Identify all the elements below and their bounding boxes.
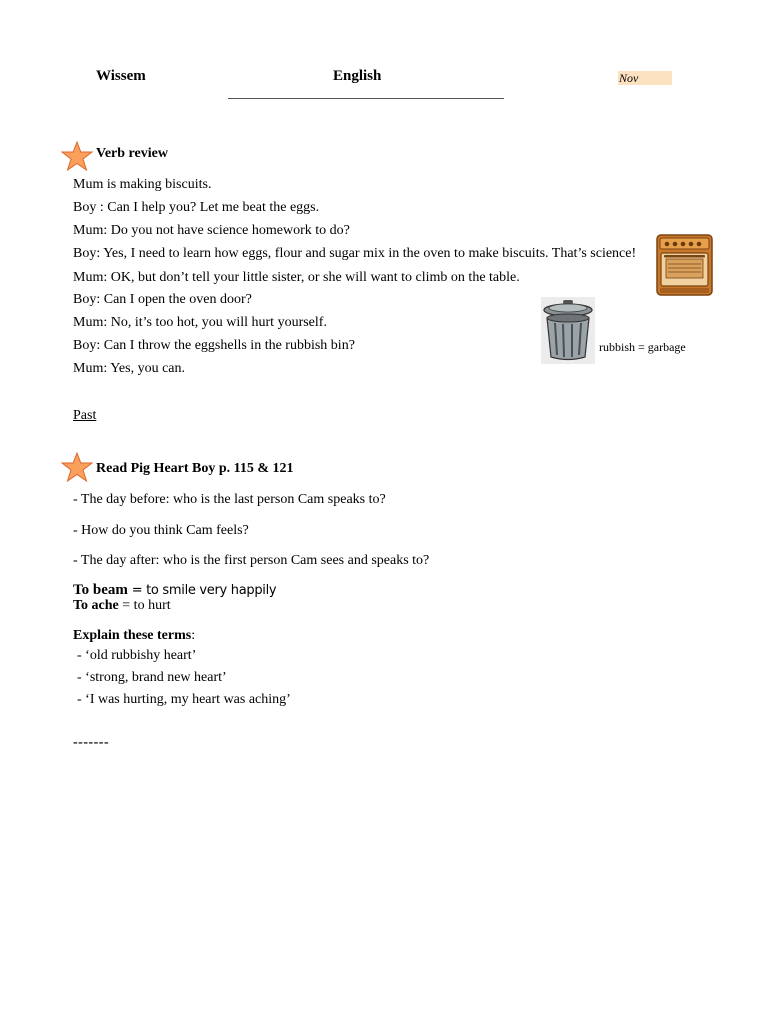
term-item: - ‘old rubbishy heart’	[77, 648, 197, 663]
explain-colon: :	[191, 628, 196, 643]
dialogue-line: Boy: Yes, I need to learn how eggs, flour and sugar mix in the oven to make biscuits. That’s science!	[73, 246, 637, 261]
star-icon	[61, 452, 93, 482]
star-icon	[61, 141, 93, 171]
question-item: - How do you think Cam feels?	[73, 523, 249, 538]
vocab-definition: = to hurt	[118, 598, 171, 613]
question-item: - The day after: who is the first person Cam sees and speaks to?	[73, 553, 430, 568]
past-label: Past	[73, 408, 97, 423]
dialogue-line: Mum is making biscuits.	[73, 177, 212, 192]
header-rule	[228, 98, 504, 99]
term-item: - ‘I was hurting, my heart was aching’	[77, 692, 291, 707]
vocab-term: To beam	[73, 582, 128, 598]
dialogue-line: Boy: Can I open the oven door?	[73, 292, 252, 307]
bin-caption: rubbish = garbage	[599, 340, 686, 354]
vocab-item	[73, 582, 276, 599]
vocab-term: To ache	[73, 598, 119, 613]
dialogue-line: Mum: OK, but don’t tell your little sister, or she will want to climb on the table.	[73, 270, 520, 285]
date-field: Nov	[618, 71, 672, 85]
rubbish-bin-picture	[541, 297, 595, 364]
subject-title: English	[333, 68, 382, 84]
dialogue-line: Boy : Can I help you? Let me beat the eggs.	[73, 200, 320, 215]
explain-heading	[73, 628, 195, 644]
section-title-pig-heart-boy: Read Pig Heart Boy p. 115 & 121	[96, 461, 294, 476]
question-item: - The day before: who is the last person Cam speaks to?	[73, 492, 386, 507]
rubbish-bin-icon	[541, 297, 595, 364]
dialogue-line: Mum: Do you not have science homework to do?	[73, 223, 350, 238]
vocab-definition: = to smile very happily	[127, 583, 277, 598]
oven-icon	[656, 234, 713, 296]
dialogue-line: Boy: Can I throw the eggshells in the rubbish bin?	[73, 338, 355, 353]
dialogue-line: Mum: No, it’s too hot, you will hurt yourself.	[73, 315, 327, 330]
vocab-item	[73, 598, 171, 614]
separator: -------	[73, 735, 110, 750]
term-item: - ‘strong, brand new heart’	[77, 670, 227, 685]
section-title-verb-review: Verb review	[96, 146, 168, 161]
dialogue-line: Mum: Yes, you can.	[73, 361, 186, 376]
explain-label: Explain these terms	[73, 628, 192, 643]
student-name: Wissem	[96, 68, 146, 84]
